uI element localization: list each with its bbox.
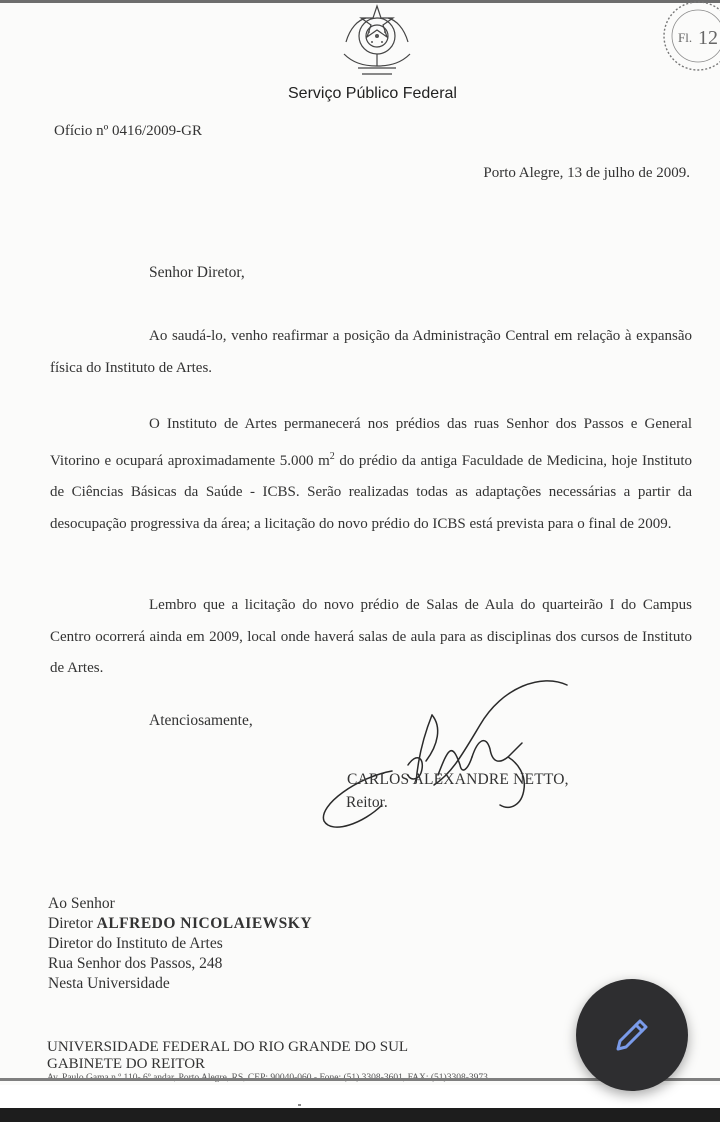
letterhead-footer	[47, 1039, 408, 1073]
document-reference: Ofício nº 0416/2009-GR	[54, 123, 202, 139]
recipient-name: ALFREDO NICOLAIEWSKY	[96, 915, 313, 932]
protocol-stamp-icon	[654, 0, 720, 78]
bottom-marker	[298, 1104, 301, 1106]
recipient-line-3: Diretor do Instituto de Artes	[48, 935, 223, 952]
signer-title: Reitor.	[346, 794, 388, 811]
viewer-bottom-edge	[0, 1108, 720, 1122]
svg-text:Fl.: Fl.	[678, 30, 693, 45]
recipient-line-2	[48, 914, 312, 934]
office-name: GABINETE DO REITOR	[47, 1056, 206, 1072]
svg-text:12: 12	[698, 27, 718, 49]
closing: Atenciosamente,	[149, 712, 253, 729]
paragraph-3-text: Lembro que a licitação do novo prédio de Salas de Aula do quarteirão I do Campus Centro ocorrerá ainda em 2009, local onde haverá salas de aula para as disciplinas dos cursos de Instituto de Artes.	[50, 597, 692, 676]
service-heading: Serviço Público Federal	[288, 85, 457, 102]
paragraph-1	[50, 321, 692, 384]
recipient-line-4: Rua Senhor dos Passos, 248	[48, 955, 223, 972]
pencil-icon	[612, 1015, 652, 1055]
paragraph-1-text: Ao saudá-lo, venho reafirmar a posição da Administração Central em relação à expansão física do Instituto de Artes.	[50, 328, 692, 376]
signer-name: CARLOS ALEXANDRE NETTO,	[347, 771, 569, 788]
letter-date: Porto Alegre, 13 de julho de 2009.	[483, 165, 690, 181]
edit-fab-button[interactable]	[576, 979, 688, 1091]
recipient-line-5: Nesta Universidade	[48, 975, 170, 992]
salutation: Senhor Diretor,	[149, 264, 245, 281]
university-name: UNIVERSIDADE FEDERAL DO RIO GRANDE DO SUL	[47, 1039, 409, 1055]
recipient-line-1: Ao Senhor	[48, 895, 115, 912]
superscript-2: 2	[329, 450, 335, 462]
coat-of-arms-icon	[336, 2, 418, 80]
paragraph-2	[50, 409, 692, 540]
paragraph-2-text-a: O Instituto de Artes permanecerá nos prédios das ruas Senhor dos Passos e General Vitorino e ocupará aproximadamente 5.000 m	[50, 416, 692, 469]
paragraph-2-text-b: do prédio da antiga Faculdade de Medicina, hoje Instituto de Ciências Básicas da Saúde - ICBS. Serão realizadas todas as adaptações necessárias a partir da desocupação progressiva da área; a licitação do novo prédio do ICBS está prevista para o final de 2009.	[50, 452, 692, 532]
recipient-title: Diretor	[48, 915, 97, 932]
recipient-address	[48, 894, 312, 994]
